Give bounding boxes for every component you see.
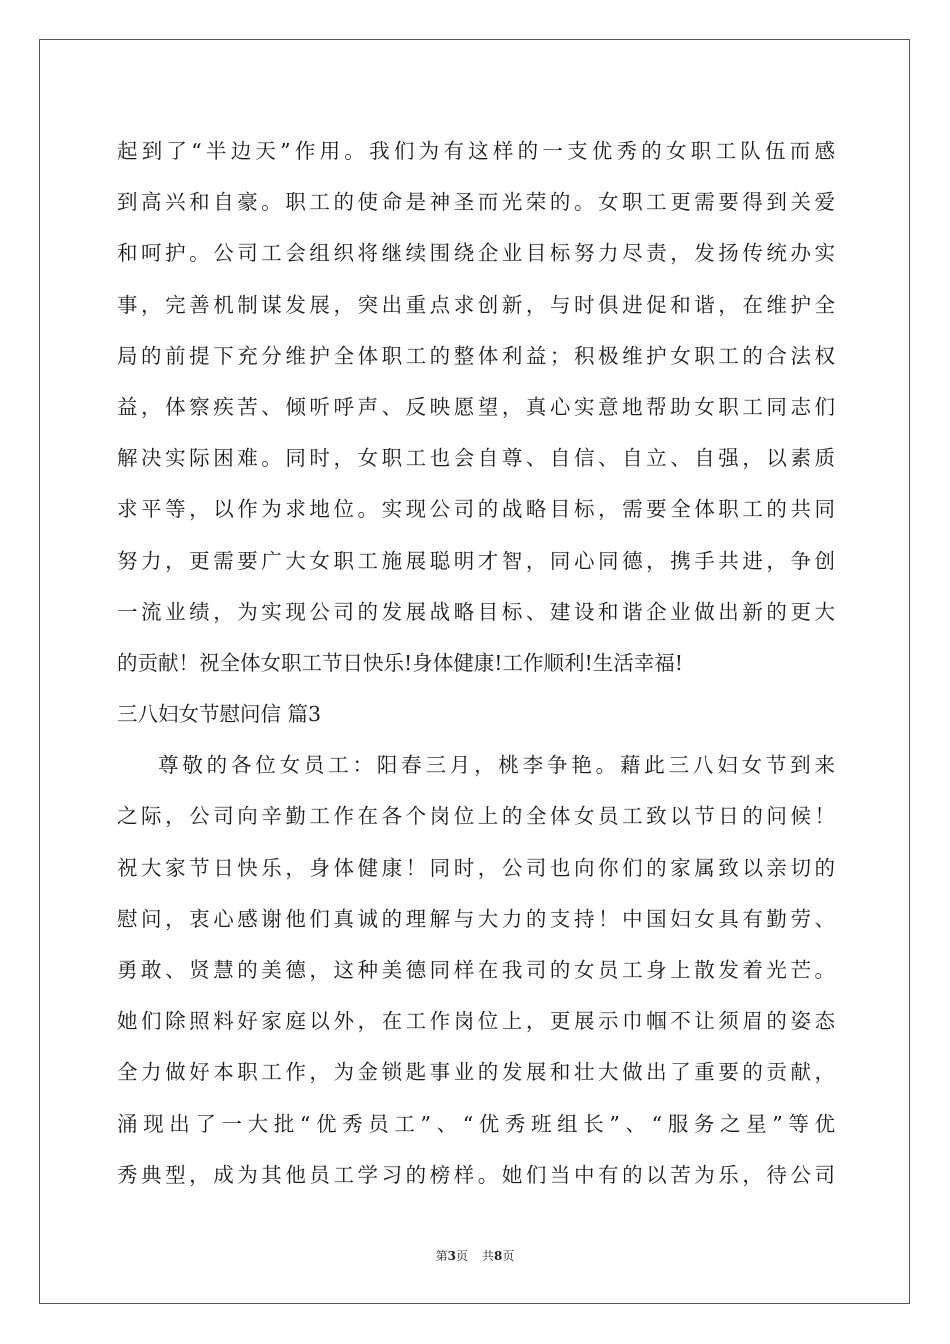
text-line: 到高兴和自豪。职工的使命是神圣而光荣的。女职工更需要得到关爱: [117, 190, 835, 215]
text-line: 事，完善机制谋发展，突出重点求创新，与时俱进促和谐，在维护全: [117, 292, 835, 317]
total-suffix: 页: [502, 1249, 515, 1263]
document-body: [117, 126, 835, 1201]
text-line: 涌现出了一大批“优秀员工”、“优秀班组长”、“服务之星”等优: [117, 1111, 835, 1136]
page-total: 8: [494, 1249, 503, 1263]
text-line: 她们除照料好家庭以外，在工作岗位上，更展示巾帼不让须眉的姿态: [117, 1009, 835, 1034]
text-line: 的贡献！祝全体女职工节日快乐!身体健康!工作顺利!生活幸福!: [117, 650, 683, 675]
total-prefix: 共: [482, 1249, 495, 1263]
page-footer: [0, 1247, 950, 1264]
text-line: 起到了“半边天”作用。我们为有这样的一支优秀的女职工队伍而感: [117, 139, 835, 163]
paragraph-2: [117, 740, 835, 1201]
text-line: 勇敢、贤慧的美德，这种美德同样在我司的女员工身上散发着光芒。: [117, 958, 835, 982]
page-suffix: 页: [455, 1249, 468, 1263]
page-current: 3: [447, 1249, 456, 1263]
text-line: 益，体察疾苦、倾听呼声、反映愿望，真心实意地帮助女职工同志们: [117, 394, 835, 419]
text-line: 和呵护。公司工会组织将继续围绕企业目标努力尽责，发扬传统办实: [117, 241, 835, 266]
page-prefix: 第: [435, 1249, 448, 1263]
text-line: 之际，公司向辛勤工作在各个岗位上的全体女员工致以节日的问候！: [117, 804, 835, 829]
text-line: 求平等，以作为求地位。实现公司的战略目标，需要全体职工的共同: [117, 497, 835, 522]
text-line: 尊敬的各位女员工：阳春三月，桃李争艳。藉此三八妇女节到来: [158, 753, 835, 778]
text-line: 一流业绩，为实现公司的发展战略目标、建设和谐企业做出新的更大: [117, 599, 835, 624]
text-line: 局的前提下充分维护全体职工的整体利益；积极维护女职工的合法权: [117, 343, 835, 368]
text-line: 慰问，衷心感谢他们真诚的理解与大力的支持！中国妇女具有勤劳、: [117, 906, 835, 931]
text-line: 祝大家节日快乐，身体健康！同时，公司也向你们的家属致以亲切的: [117, 855, 835, 880]
section-heading: 三八妇女节慰问信 篇3: [117, 702, 322, 727]
text-line: 秀典型，成为其他员工学习的榜样。她们当中有的以苦为乐，待公司: [117, 1162, 835, 1187]
text-line: 全力做好本职工作，为金锁匙事业的发展和壮大做出了重要的贡献，: [117, 1060, 835, 1085]
paragraph-1: [117, 126, 835, 689]
text-line: 解决实际困难。同时，女职工也会自尊、自信、自立、自强，以素质: [117, 446, 835, 471]
text-line: 努力，更需要广大女职工施展聪明才智，同心同德，携手共进，争创: [117, 548, 835, 573]
